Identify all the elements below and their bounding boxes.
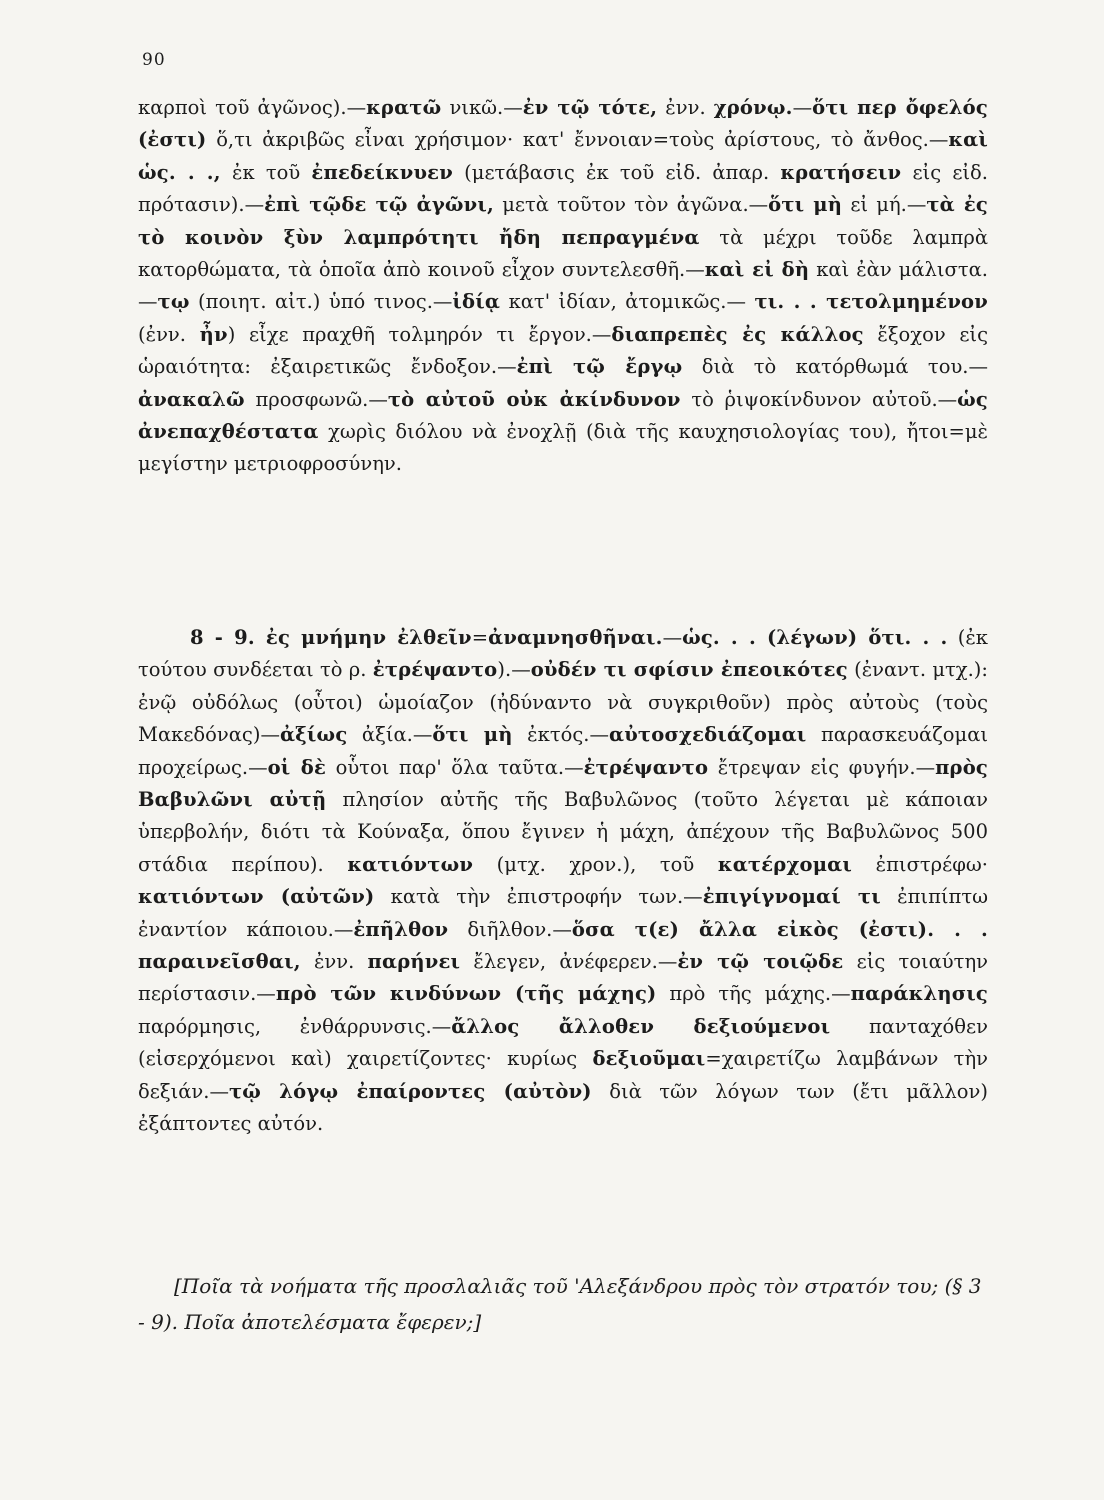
gloss-text: καρποὶ τοῦ ἀγῶνος).— bbox=[138, 96, 367, 119]
gloss-text: νικῶ.— bbox=[441, 96, 523, 119]
gloss-text: μετὰ τοῦτον τὸν ἀγῶνα.— bbox=[494, 193, 769, 217]
gloss-text: χωρὶς διόλου νὰ ἐνοχλῇ (διὰ τῆς καυχησιολογίας του), ἤτοι=μὲ μεγίστην μετριοφροσύνην. bbox=[138, 420, 988, 476]
gloss-text: εἰς εἰδ. πρότασιν).— bbox=[138, 160, 989, 217]
gloss-text: — bbox=[662, 626, 683, 649]
lemma: ὅτι περ ὄφελός (ἐστι) bbox=[138, 96, 988, 152]
lemma: χρόνῳ. bbox=[713, 96, 793, 119]
gloss-text: ἔτρεψαν εἰς φυγήν.— bbox=[708, 755, 936, 779]
question-text: [Ποῖα τὰ νοήματα τῆς προσλαλιᾶς τοῦ 'Αλεξάνδρου πρὸς τὸν στρατόν του; (§ 3 - 9). Ποῖα ἀποτελέσματα ἔφερεν;] bbox=[138, 1274, 982, 1334]
gloss-text: κατ' ἰδίαν, ἀτομικῶς.— bbox=[500, 290, 755, 314]
lemma: ἀνακαλῶ bbox=[138, 387, 245, 411]
lemma: ἰδίᾳ bbox=[452, 290, 501, 314]
lemma: οὐδέν τι σφίσιν ἐπεοικότες bbox=[530, 658, 848, 682]
lemma: ὅτι μὴ bbox=[432, 723, 513, 747]
lemma: ὅτι μὴ bbox=[768, 193, 843, 217]
lemma: ὅσα τ(ε) ἄλλα εἰκὸς (ἐστι). . . παραινεῖσθαι, bbox=[138, 917, 989, 974]
lemma: ἐπῆλθον bbox=[353, 917, 449, 941]
lemma: τὰ ἐς τὸ κοινὸν ξὺν λαμπρότητι ἤδη πεπραγμένα bbox=[138, 193, 988, 249]
lemma: κατιόντων (αὐτῶν) bbox=[138, 885, 375, 909]
lemma: τῷ λόγῳ ἐπαίροντες (αὐτὸν) bbox=[228, 1079, 592, 1103]
discussion-question bbox=[138, 1268, 988, 1340]
gloss-text: εἰ μή.— bbox=[842, 193, 927, 217]
lemma: κατιόντων bbox=[347, 852, 474, 876]
lemma: κρατῶ bbox=[366, 96, 442, 119]
gloss-text: προσφωνῶ.— bbox=[244, 387, 388, 411]
lemma: καὶ εἰ δὴ bbox=[704, 258, 810, 282]
lemma: αὐτοσχεδιάζομαι bbox=[609, 723, 807, 747]
lemma: τῳ bbox=[157, 290, 190, 314]
lemma: ἀξίως bbox=[279, 723, 348, 747]
lemma: ἐπὶ τῷδε τῷ ἀγῶνι, bbox=[264, 193, 495, 217]
lemma: ἀναμνησθῆναι. bbox=[488, 626, 663, 649]
lemma: ἦν bbox=[199, 322, 228, 346]
gloss-text: — bbox=[792, 96, 813, 119]
gloss-text: ) εἶχε πραχθῆ τολμηρόν τι ἔργον.— bbox=[227, 322, 612, 346]
gloss-text: ἐκ τοῦ bbox=[220, 160, 312, 184]
lemma: ἐπὶ τῷ ἔργῳ bbox=[516, 355, 683, 379]
lemma: ἐν τῷ τότε, bbox=[522, 96, 658, 119]
gloss-text: πλησίον αὐτῆς τῆς Βαβυλῶνος (τοῦτο λέγεται μὲ κάποιαν ὑπερβολήν, διότι τὰ Κούναξα, ὅπου ἔγινεν ἡ μάχη, ἀπέχουν τῆς Βαβυλῶνος 500 στάδια περίπου). bbox=[138, 788, 988, 876]
gloss-text: (μτχ. χρον.), τοῦ bbox=[473, 852, 718, 876]
lemma: ἄλλος ἄλλοθεν δεξιούμενοι bbox=[451, 1014, 831, 1038]
gloss-text: = bbox=[471, 626, 489, 649]
lemma: κατέρχομαι bbox=[717, 852, 853, 876]
gloss-text: παρασκευάζομαι προχείρως.— bbox=[138, 723, 989, 779]
gloss-text: καὶ ἐὰν μάλιστα.— bbox=[138, 258, 988, 314]
lemma: παρήνει bbox=[367, 950, 461, 974]
gloss-text: οὗτοι παρ' ὅλα ταῦτα.— bbox=[326, 755, 584, 779]
lemma: ἐπεδείκνυεν bbox=[311, 160, 453, 184]
lemma: 8 - 9. ἐς μνήμην ἐλθεῖν bbox=[190, 626, 472, 649]
gloss-text: διὰ τὸ κατόρθωμά του.— bbox=[682, 355, 988, 379]
gloss-text: ἐπιπίπτω ἐναντίον κάποιου.— bbox=[138, 885, 989, 941]
gloss-text: πρὸ τῆς μάχης.— bbox=[656, 982, 851, 1006]
gloss-text: τὸ ῥιψοκίνδυνον αὐτοῦ.— bbox=[680, 387, 958, 411]
lemma: κρατήσειν bbox=[780, 160, 902, 184]
gloss-text: ἔξοχον εἰς ὡραιότητα: ἐξαιρετικῶς ἔνδοξον.— bbox=[138, 322, 988, 379]
commentary-section-2 bbox=[138, 622, 988, 1141]
lemma: ἐτρέψαντο bbox=[372, 658, 498, 682]
lemma: δεξιοῦμαι bbox=[592, 1047, 706, 1071]
gloss-text: πανταχόθεν (εἰσερχόμενοι καὶ) χαιρετίζοντες· κυρίως bbox=[138, 1014, 988, 1071]
gloss-text: =χαιρετίζω λαμβάνων τὴν δεξιάν.— bbox=[138, 1047, 989, 1103]
gloss-text: διὰ τῶν λόγων των (ἔτι μᾶλλον) ἐξάπτοντες αὐτόν. bbox=[138, 1079, 988, 1136]
lemma: ἐπιγίγνομαί τι bbox=[702, 885, 881, 909]
lemma: πρὸς Βαβυλῶνι αὐτῇ bbox=[138, 755, 988, 812]
gloss-text: (ἐκ τούτου συνδέεται τὸ ρ. bbox=[138, 626, 988, 682]
gloss-text: ἀξία.— bbox=[347, 723, 433, 747]
gloss-text: (ἐναντ. μτχ.): ἐνῷ οὐδόλως (οὗτοι) ὡμοίαζον (ἠδύναντο νὰ συγκριθοῦν) πρὸς αὐτοὺς (τοὺς Μακεδόνας)— bbox=[138, 658, 988, 747]
gloss-text: ἐκτός.— bbox=[512, 723, 609, 747]
lemma: διαπρεπὲς ἐς κάλλος bbox=[611, 322, 864, 346]
lemma: τὸ αὐτοῦ οὐκ ἀκίνδυνον bbox=[387, 387, 681, 411]
lemma: ἐτρέψαντο bbox=[583, 755, 709, 779]
gloss-text: ἐνν. bbox=[300, 950, 368, 974]
gloss-text: ).— bbox=[497, 658, 531, 682]
gloss-text: ὅ,τι ἀκριβῶς εἶναι χρήσιμον· κατ' ἔννοιαν=τοὺς ἀρίστους, τὸ ἄνθος.— bbox=[206, 128, 949, 152]
gloss-text: (ἐνν. bbox=[138, 322, 200, 346]
commentary-section-1 bbox=[138, 92, 988, 481]
gloss-text: ἔλεγεν, ἀνέφερεν.— bbox=[460, 950, 678, 974]
gloss-text: παρόρμησις, ἐνθάρρυνσις.— bbox=[138, 1014, 452, 1038]
gloss-text: τὰ μέχρι τοῦδε λαμπρὰ κατορθώματα, τὰ ὁποῖα ἀπὸ κοινοῦ εἶχον συντελεσθῆ.— bbox=[138, 225, 988, 282]
gloss-text: (ποιητ. αἰτ.) ὑπό τινος.— bbox=[189, 290, 453, 314]
gloss-text: (μετάβασις ἐκ τοῦ εἰδ. ἀπαρ. bbox=[452, 160, 781, 184]
lemma: καὶ ὡς. . ., bbox=[138, 128, 988, 184]
gloss-text: ἐπιστρέφω· bbox=[852, 852, 989, 876]
gloss-text: ἐνν. bbox=[657, 96, 714, 119]
lemma: τι. . . τετολμημένον bbox=[754, 290, 988, 314]
gloss-text: διῆλθον.— bbox=[448, 917, 572, 941]
lemma: ὡς. . . (λέγων) ὅτι. . . bbox=[682, 626, 948, 649]
lemma: ὡς ἀνεπαχθέστατα bbox=[138, 387, 988, 444]
lemma: πρὸ τῶν κινδύνων (τῆς μάχης) bbox=[275, 982, 657, 1006]
gloss-text: εἰς τοιαύτην περίστασιν.— bbox=[138, 950, 988, 1006]
gloss-text: κατὰ τὴν ἐπιστροφήν των.— bbox=[374, 885, 703, 909]
lemma: οἱ δὲ bbox=[267, 755, 327, 779]
lemma: παράκλησις bbox=[850, 982, 988, 1006]
page-number: 90 bbox=[142, 50, 166, 70]
lemma: ἐν τῷ τοιῷδε bbox=[677, 950, 844, 974]
